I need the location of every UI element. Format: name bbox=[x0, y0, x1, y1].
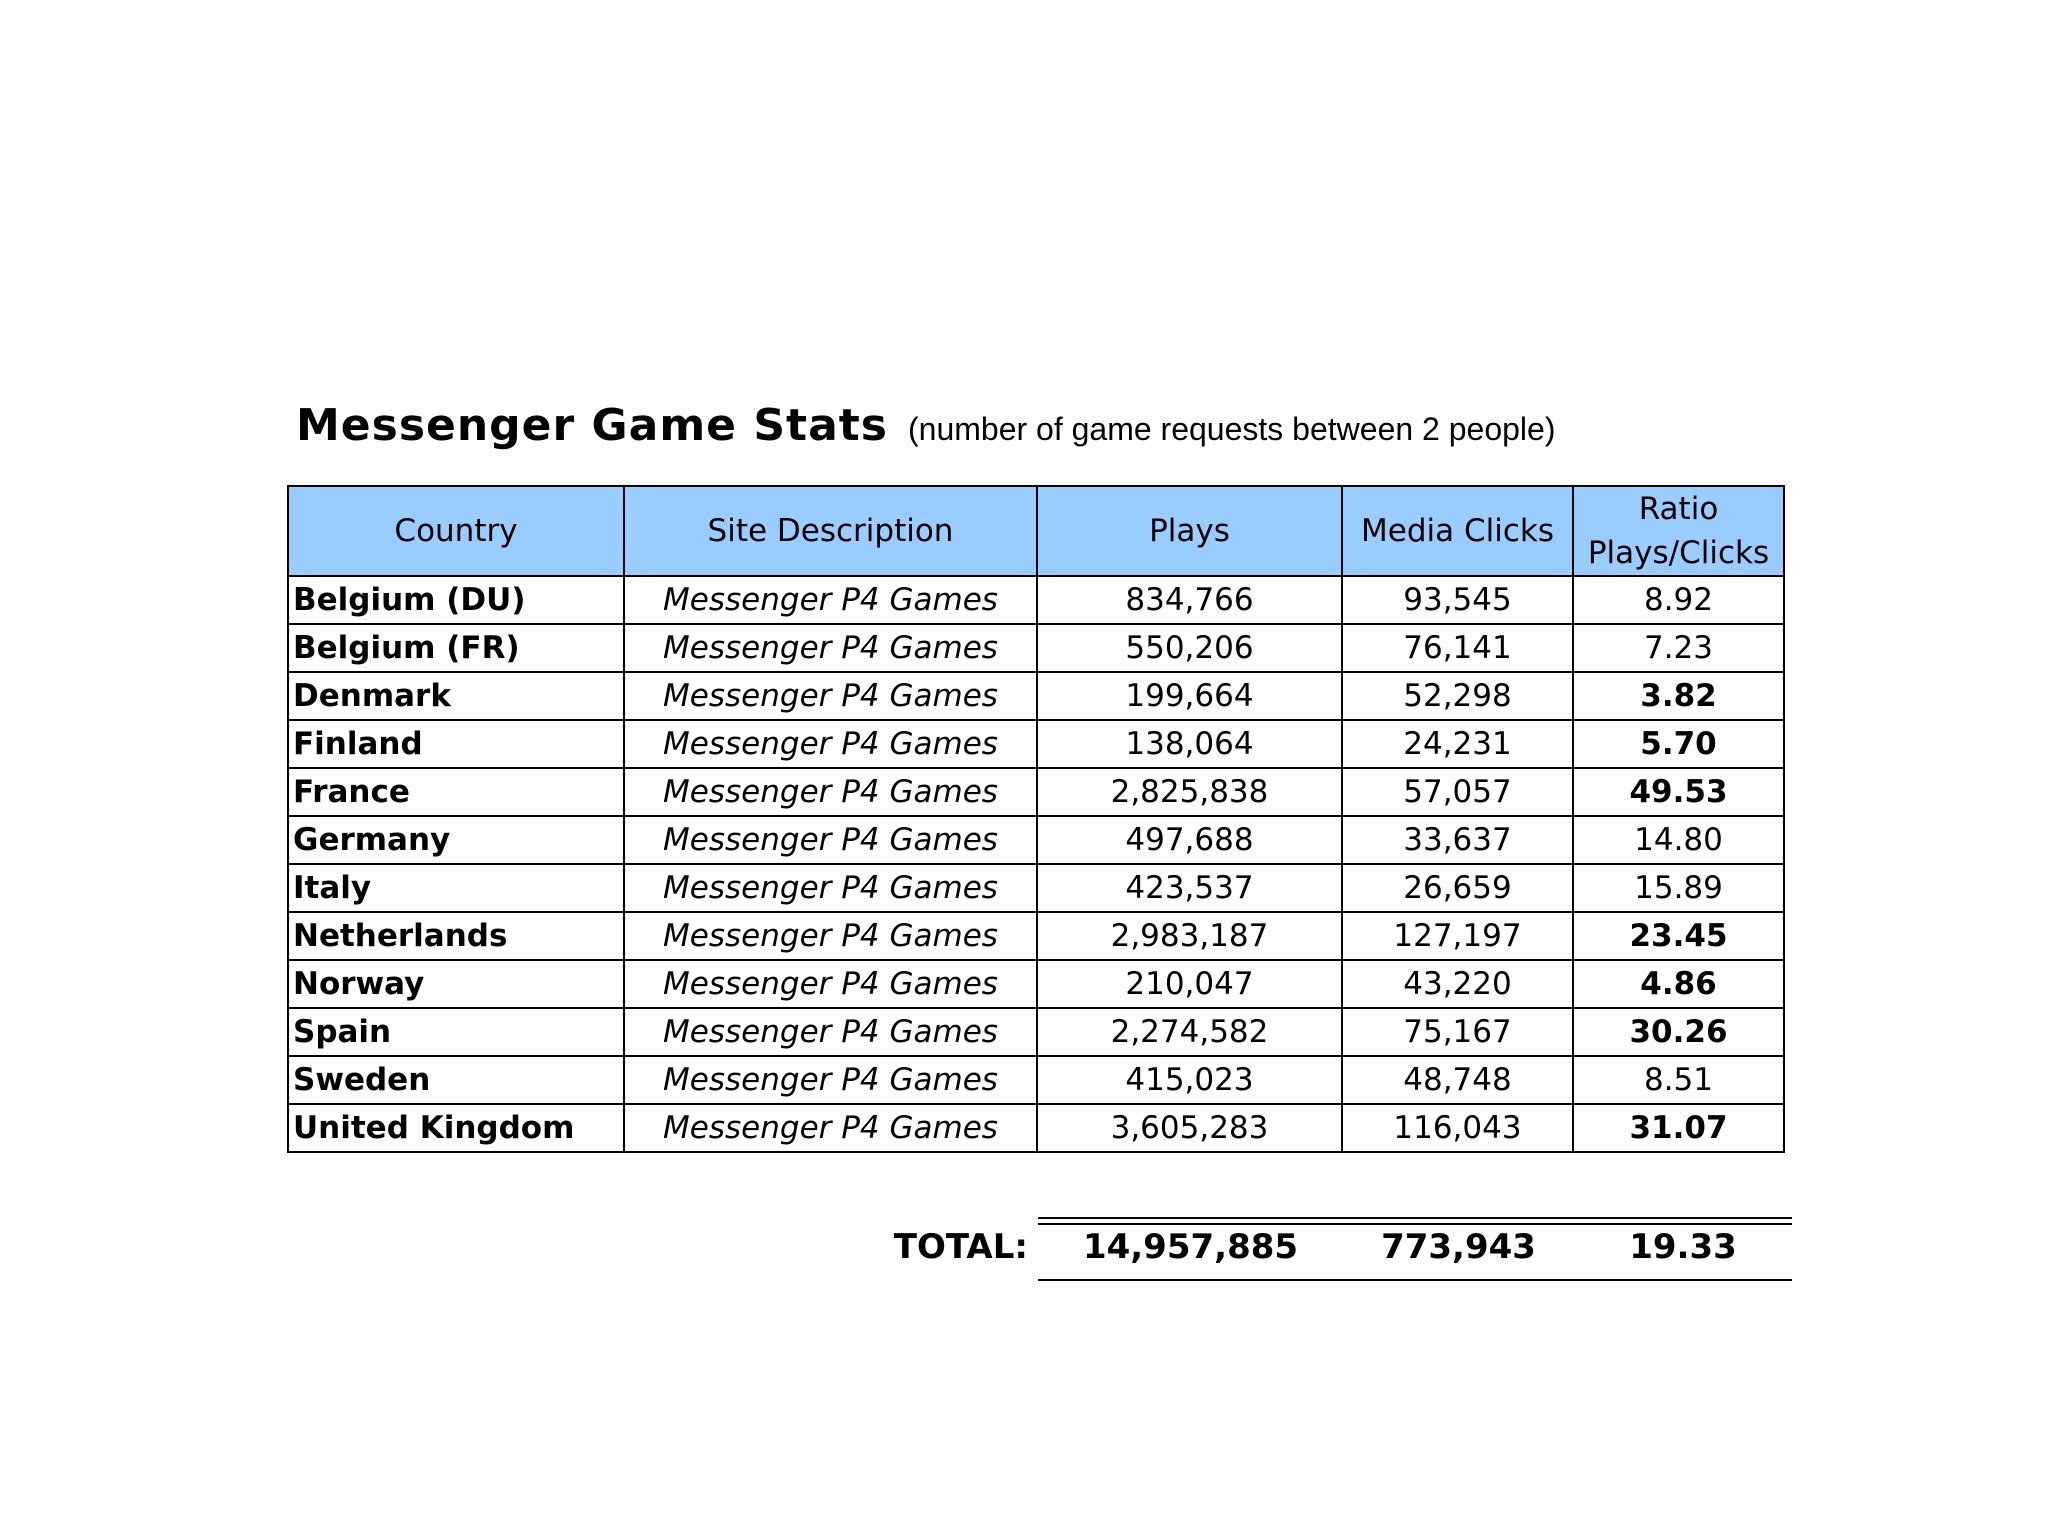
totals-label: TOTAL: bbox=[893, 1227, 1028, 1267]
ratio-cell: 49.53 bbox=[1573, 768, 1784, 816]
table-row bbox=[288, 816, 1784, 864]
header-site-description: Site Description bbox=[624, 486, 1037, 576]
site-description-cell: Messenger P4 Games bbox=[624, 576, 1037, 624]
ratio-cell: 23.45 bbox=[1573, 912, 1784, 960]
country-cell: Sweden bbox=[288, 1056, 624, 1104]
ratio-cell: 30.26 bbox=[1573, 1008, 1784, 1056]
media-clicks-cell: 76,141 bbox=[1342, 624, 1573, 672]
country-cell: Denmark bbox=[288, 672, 624, 720]
table-row bbox=[288, 1008, 1784, 1056]
plays-cell: 199,664 bbox=[1037, 672, 1342, 720]
totals-double-rule bbox=[1038, 1217, 1792, 1225]
totals-ratio: 19.33 bbox=[1629, 1227, 1737, 1267]
media-clicks-cell: 43,220 bbox=[1342, 960, 1573, 1008]
site-description-cell: Messenger P4 Games bbox=[624, 1008, 1037, 1056]
media-clicks-cell: 26,659 bbox=[1342, 864, 1573, 912]
ratio-cell: 15.89 bbox=[1573, 864, 1784, 912]
table-row bbox=[288, 960, 1784, 1008]
country-cell: Belgium (DU) bbox=[288, 576, 624, 624]
plays-cell: 210,047 bbox=[1037, 960, 1342, 1008]
totals-media-clicks: 773,943 bbox=[1381, 1227, 1536, 1267]
ratio-cell: 4.86 bbox=[1573, 960, 1784, 1008]
country-cell: Spain bbox=[288, 1008, 624, 1056]
media-clicks-cell: 48,748 bbox=[1342, 1056, 1573, 1104]
media-clicks-cell: 93,545 bbox=[1342, 576, 1573, 624]
media-clicks-cell: 75,167 bbox=[1342, 1008, 1573, 1056]
table-row bbox=[288, 1056, 1784, 1104]
site-description-cell: Messenger P4 Games bbox=[624, 864, 1037, 912]
chart-title-block bbox=[296, 400, 1555, 451]
country-cell: Germany bbox=[288, 816, 624, 864]
country-cell: France bbox=[288, 768, 624, 816]
plays-cell: 550,206 bbox=[1037, 624, 1342, 672]
stats-table bbox=[287, 485, 1785, 1153]
ratio-cell: 7.23 bbox=[1573, 624, 1784, 672]
header-plays: Plays bbox=[1037, 486, 1342, 576]
table-row bbox=[288, 1104, 1784, 1152]
header-country: Country bbox=[288, 486, 624, 576]
plays-cell: 497,688 bbox=[1037, 816, 1342, 864]
plays-cell: 138,064 bbox=[1037, 720, 1342, 768]
table-row bbox=[288, 912, 1784, 960]
ratio-cell: 8.92 bbox=[1573, 576, 1784, 624]
table-row bbox=[288, 576, 1784, 624]
site-description-cell: Messenger P4 Games bbox=[624, 816, 1037, 864]
media-clicks-cell: 52,298 bbox=[1342, 672, 1573, 720]
media-clicks-cell: 57,057 bbox=[1342, 768, 1573, 816]
plays-cell: 2,274,582 bbox=[1037, 1008, 1342, 1056]
media-clicks-cell: 33,637 bbox=[1342, 816, 1573, 864]
header-ratio: Ratio Plays/Clicks bbox=[1573, 486, 1784, 576]
country-cell: Norway bbox=[288, 960, 624, 1008]
country-cell: Finland bbox=[288, 720, 624, 768]
site-description-cell: Messenger P4 Games bbox=[624, 912, 1037, 960]
country-cell: Belgium (FR) bbox=[288, 624, 624, 672]
site-description-cell: Messenger P4 Games bbox=[624, 672, 1037, 720]
plays-cell: 415,023 bbox=[1037, 1056, 1342, 1104]
ratio-cell: 5.70 bbox=[1573, 720, 1784, 768]
table-row bbox=[288, 624, 1784, 672]
table-row bbox=[288, 864, 1784, 912]
plays-cell: 834,766 bbox=[1037, 576, 1342, 624]
ratio-cell: 3.82 bbox=[1573, 672, 1784, 720]
media-clicks-cell: 24,231 bbox=[1342, 720, 1573, 768]
header-row bbox=[288, 486, 1784, 576]
plays-cell: 2,825,838 bbox=[1037, 768, 1342, 816]
site-description-cell: Messenger P4 Games bbox=[624, 1104, 1037, 1152]
plays-cell: 3,605,283 bbox=[1037, 1104, 1342, 1152]
site-description-cell: Messenger P4 Games bbox=[624, 624, 1037, 672]
totals-plays: 14,957,885 bbox=[1082, 1227, 1299, 1267]
table-row bbox=[288, 672, 1784, 720]
media-clicks-cell: 116,043 bbox=[1342, 1104, 1573, 1152]
media-clicks-cell: 127,197 bbox=[1342, 912, 1573, 960]
chart-title: Messenger Game Stats bbox=[296, 400, 888, 451]
site-description-cell: Messenger P4 Games bbox=[624, 960, 1037, 1008]
totals-bottom-rule bbox=[1038, 1279, 1792, 1281]
table-row bbox=[288, 720, 1784, 768]
table-row bbox=[288, 768, 1784, 816]
table-body bbox=[288, 576, 1784, 1152]
plays-cell: 423,537 bbox=[1037, 864, 1342, 912]
site-description-cell: Messenger P4 Games bbox=[624, 768, 1037, 816]
chart-subtitle: (number of game requests between 2 people) bbox=[907, 411, 1556, 447]
ratio-cell: 14.80 bbox=[1573, 816, 1784, 864]
site-description-cell: Messenger P4 Games bbox=[624, 1056, 1037, 1104]
ratio-cell: 8.51 bbox=[1573, 1056, 1784, 1104]
country-cell: United Kingdom bbox=[288, 1104, 624, 1152]
country-cell: Netherlands bbox=[288, 912, 624, 960]
country-cell: Italy bbox=[288, 864, 624, 912]
header-media-clicks: Media Clicks bbox=[1342, 486, 1573, 576]
plays-cell: 2,983,187 bbox=[1037, 912, 1342, 960]
site-description-cell: Messenger P4 Games bbox=[624, 720, 1037, 768]
ratio-cell: 31.07 bbox=[1573, 1104, 1784, 1152]
